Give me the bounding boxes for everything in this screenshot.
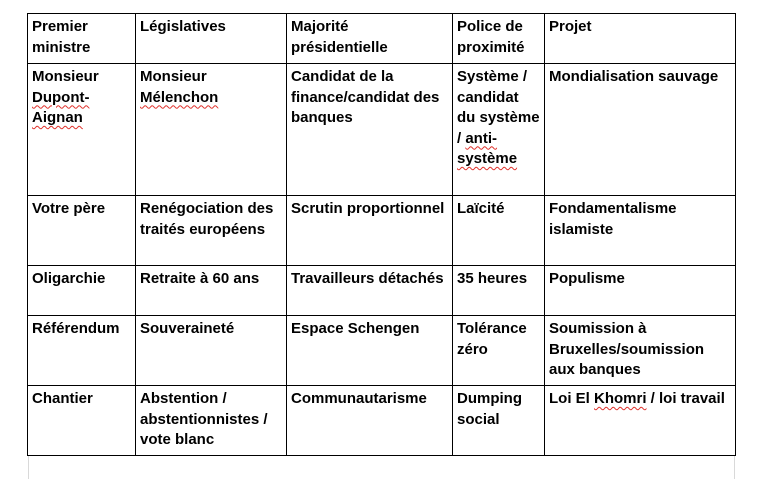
cell-text: Loi El	[549, 390, 594, 407]
table-cell[interactable]: Majorité présidentielle	[287, 14, 453, 64]
table-cell[interactable]	[453, 64, 545, 196]
table-header-row	[28, 14, 736, 64]
table-row	[28, 316, 736, 386]
spelling-flagged-word: Mélenchon	[140, 88, 219, 106]
table-cell[interactable]: Abstention / abstentionnistes / vote blanc	[136, 386, 287, 456]
table-cell[interactable]: Souveraineté	[136, 316, 287, 386]
page-margin-left	[28, 455, 29, 479]
cell-text: Monsieur	[140, 68, 207, 85]
table-cell[interactable]: Espace Schengen	[287, 316, 453, 386]
table-cell[interactable]: 35 heures	[453, 266, 545, 316]
table-cell[interactable]: Populisme	[545, 266, 736, 316]
cell-text: Monsieur	[32, 68, 99, 85]
table-cell[interactable]	[28, 64, 136, 196]
table-cell[interactable]	[545, 386, 736, 456]
page-margin-right	[734, 455, 735, 479]
table-cell[interactable]: Laïcité	[453, 196, 545, 266]
table-cell[interactable]: Premier ministre	[28, 14, 136, 64]
table-row	[28, 266, 736, 316]
table-cell[interactable]: Chantier	[28, 386, 136, 456]
table-cell[interactable]: Projet	[545, 14, 736, 64]
spelling-flagged-word: Khomri	[594, 390, 647, 407]
table-cell[interactable]: Police de proximité	[453, 14, 545, 64]
table-cell[interactable]: Votre père	[28, 196, 136, 266]
table-row	[28, 196, 736, 266]
table-cell[interactable]: Soumission à Bruxelles/soumission aux banques	[545, 316, 736, 386]
table-cell[interactable]: Dumping social	[453, 386, 545, 456]
table-cell[interactable]: Tolérance zéro	[453, 316, 545, 386]
table-row	[28, 64, 736, 196]
spelling-flagged-word: anti-système	[457, 129, 518, 167]
table-cell[interactable]: Renégociation des traités européens	[136, 196, 287, 266]
table-cell[interactable]: Travailleurs détachés	[287, 266, 453, 316]
table-row	[28, 386, 736, 456]
table-cell[interactable]: Communautarisme	[287, 386, 453, 456]
table-cell[interactable]: Scrutin proportionnel	[287, 196, 453, 266]
table-cell[interactable]: Fondamentalisme islamiste	[545, 196, 736, 266]
table-cell[interactable]	[136, 64, 287, 196]
table-cell[interactable]: Candidat de la finance/candidat des banques	[287, 64, 453, 196]
table-cell[interactable]: Retraite à 60 ans	[136, 266, 287, 316]
cell-text: / loi travail	[646, 390, 725, 407]
table-cell[interactable]: Référendum	[28, 316, 136, 386]
table-cell[interactable]: Législatives	[136, 14, 287, 64]
table-cell[interactable]: Mondialisation sauvage	[545, 64, 736, 196]
spelling-flagged-word: Dupont-Aignan	[32, 88, 90, 126]
table-cell[interactable]: Oligarchie	[28, 266, 136, 316]
cell-text: Système / candidat du système /	[457, 68, 540, 147]
word-table	[27, 13, 736, 456]
